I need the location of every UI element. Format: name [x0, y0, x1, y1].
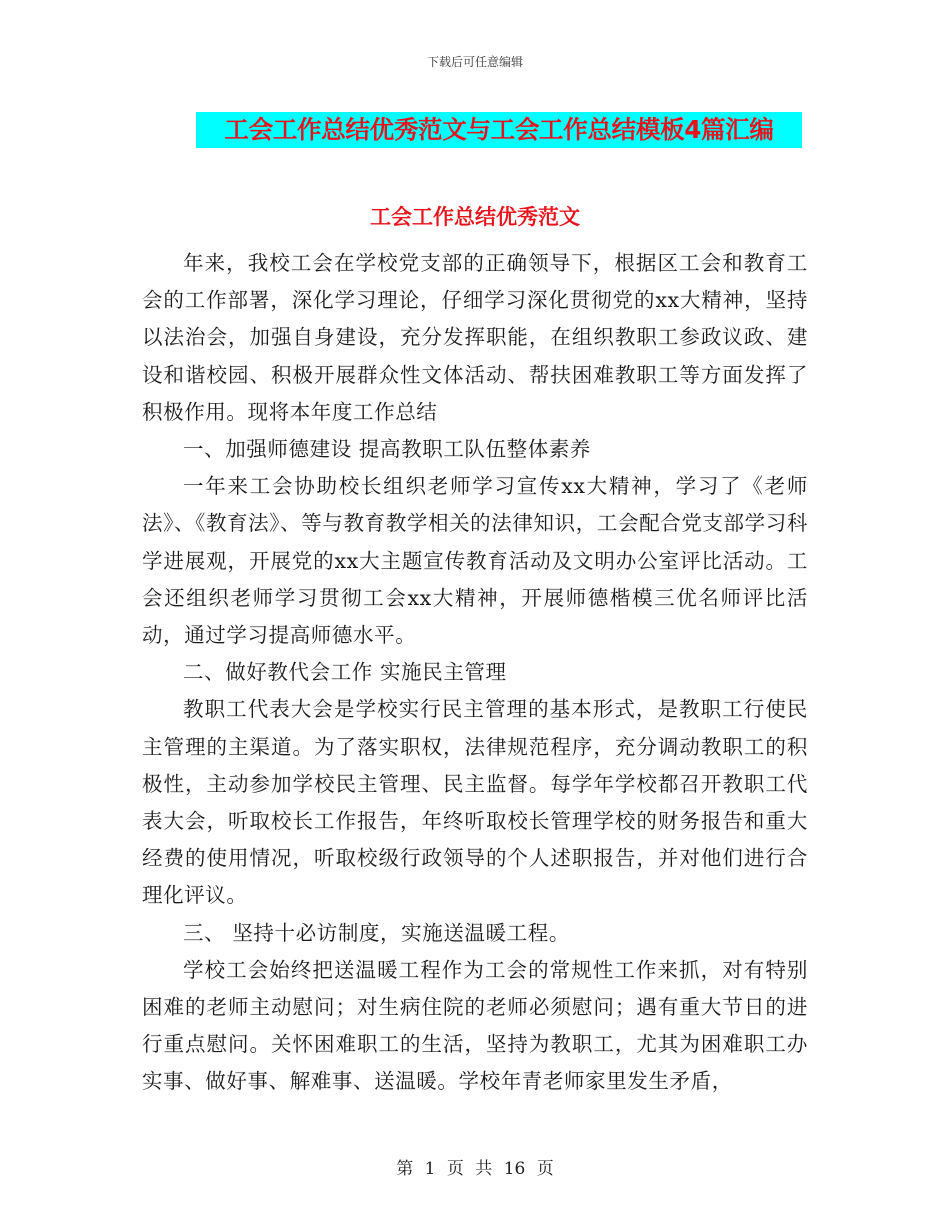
heading-teacher-ethics: 一、加强师德建设 提高教职工队伍整体素养 — [183, 437, 592, 462]
heading-staff-congress: 二、做好教代会工作 实施民主管理 — [183, 660, 507, 685]
section-title: 工会工作总结优秀范文 — [370, 205, 580, 229]
paragraph-staff-congress: 教职工代表大会是学校实行民主管理的基本形式，是教职工行使民主管理的主渠道。为了落实职权，法律规范程序，充分调动教职工的积极性，主动参加学校民主管理、民主监督。每学年学校都召开教职工代表大会，听取校长工作报告，年终听取校长管理学校的财务报告和重大经费的使用情况，听取校级行政领导的个人述职报告，并对他们进行合理化评议。 — [142, 697, 808, 908]
paragraph-visiting-system: 学校工会始终把送温暖工程作为工会的常规性工作来抓，对有特别困难的老师主动慰问；对生病住院的老师必须慰问；遇有重大节日的进行重点慰问。关怀困难职工的生活，坚持为教职工，尤其为困难职工办实事、做好事、解难事、送温暖。学校年青老师家里发生矛盾， — [142, 957, 808, 1094]
page-number: 第 1 页 共 16 页 — [396, 1159, 554, 1179]
paragraph-teacher-ethics: 一年来工会协助校长组织老师学习宣传xx大精神，学习了《老师法》、《教育法》、等与教育教学相关的法律知识，工会配合党支部学习科学进展观，开展党的xx大主题宣传教育活动及文明办公室评比活动。工会还组织老师学习贯彻工会xx大精神，开展师德楷模三优名师评比活动，通过学习提高师德水平。 — [142, 474, 808, 648]
paragraph-intro: 年来，我校工会在学校党支部的正确领导下，根据区工会和教育工会的工作部署，深化学习理论，仔细学习深化贯彻党的xx大精神，坚持以法治会，加强自身建设，充分发挥职能，在组织教职工参政议政、建设和谐校园、积极开展群众性文体活动、帮扶困难教职工等方面发挥了积极作用。现将本年度工作总结 — [142, 251, 808, 424]
header-note: 下载后可任意编辑 — [426, 55, 523, 69]
document-title: 工会工作总结优秀范文与工会工作总结模板4篇汇编 — [196, 112, 802, 148]
heading-visiting-system: 三、 坚持十必访制度，实施送温暖工程。 — [183, 920, 570, 945]
document-body — [142, 245, 808, 1101]
